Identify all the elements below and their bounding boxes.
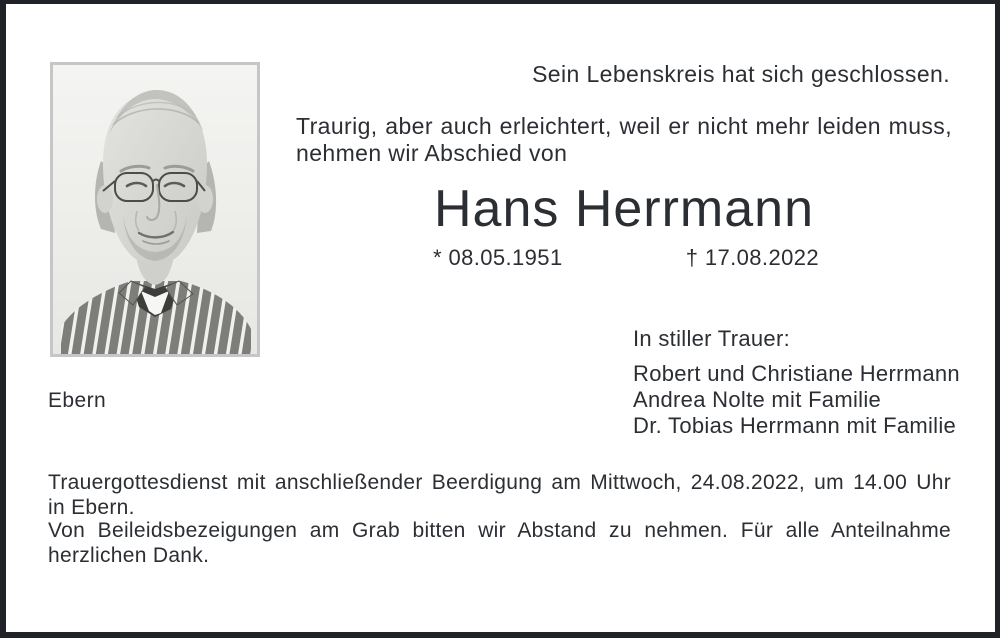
intro-paragraph [296,113,952,167]
mourner-3: Dr. Tobias Herrmann mit Familie [633,413,957,438]
intro-line-2: nehmen wir Abschied von [296,140,568,166]
place-name: Ebern [48,389,107,412]
mourning-block [633,326,963,439]
intro-line-1: Traurig, aber auch erleichtert, weil er nicht mehr leiden muss, [296,113,952,139]
service-line-1: Trauergottesdienst mit anschließender Beerdigung am Mittwoch, 24.08.2022, um 14.00 Uhr [48,471,951,494]
death-date: † 17.08.2022 [685,245,819,270]
mourning-header: In stiller Trauer: [633,326,791,351]
condolence-line-2: herzlichen Dank. [48,544,210,567]
obituary-page [6,4,995,632]
mourners-list [633,361,963,439]
condolence-paragraph [48,518,951,568]
life-dates [433,245,819,271]
birth-date: * 08.05.1951 [433,245,563,270]
portrait-illustration [53,65,257,354]
service-paragraph [48,470,951,520]
condolence-line-1: Von Beileidsbezeigungen am Grab bitten wir Abstand zu nehmen. Für alle Anteilnahme [48,519,951,542]
opening-sentence: Sein Lebenskreis hat sich geschlossen. [532,61,950,87]
mourner-1: Robert und Christiane Herrmann [633,361,960,386]
deceased-portrait-photo [50,62,260,357]
mourner-2: Andrea Nolte mit Familie [633,387,882,412]
service-line-2: in Ebern. [48,496,135,519]
deceased-name: Hans Herrmann [433,180,815,238]
